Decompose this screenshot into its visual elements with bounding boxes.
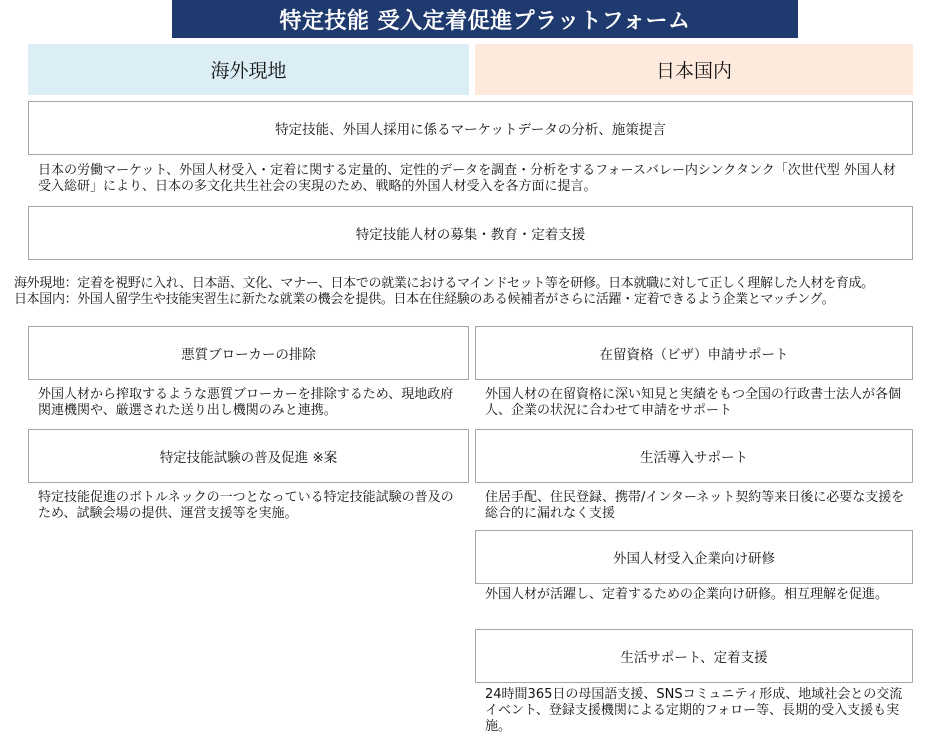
- right-item-box-life-support: 生活サポート、定着支援: [475, 629, 913, 683]
- right-item-description-life-support: 24時間365日の母国語支援、SNSコミュニティ形成、地域社会との交流イベント、登録支援機関による定期的フォロー等、長期的受入支援も実施。: [485, 687, 903, 734]
- left-item-description-broker: 外国人材から搾取するような悪質ブローカーを排除するため、現地政府関連機関や、厳選された送り出し機関のみと連携。: [38, 387, 454, 418]
- recruit-support-box: 特定技能人材の募集・教育・定着支援: [28, 206, 913, 260]
- region-header-domestic: 日本国内: [475, 44, 913, 95]
- recruit-overseas-line: 海外現地：定着を視野に入れ、日本語、文化、マナー、日本での就業におけるマインドセット等を研修。日本就職に対して正しく理解した人材を育成。: [14, 276, 874, 291]
- right-item-description-company-training: 外国人材が活躍し、定着するための企業向け研修。相互理解を促進。: [485, 587, 889, 602]
- right-item-box-life-intro: 生活導入サポート: [475, 429, 913, 483]
- left-item-description-exam: 特定技能促進のボトルネックの一つとなっている特定技能試験の普及のため、試験会場の提供、運営支援等を実施。: [38, 490, 454, 521]
- right-item-description-visa: 外国人材の在留資格に深い知見と実績をもつ全国の行政書士法人が各個人、企業の状況に合わせて申請をサポート: [485, 387, 902, 418]
- left-item-box-exam: 特定技能試験の普及促進 ※案: [28, 429, 469, 483]
- page-title: 特定技能 受入定着促進プラットフォーム: [172, 0, 798, 38]
- right-item-box-visa: 在留資格（ビザ）申請サポート: [475, 326, 913, 380]
- region-header-overseas: 海外現地: [28, 44, 469, 95]
- right-item-box-company-training: 外国人材受入企業向け研修: [475, 530, 913, 584]
- recruit-domestic-line: 日本国内：外国人留学生や技能実習生に新たな就業の機会を提供。日本在住経験のある候補者がさらに活躍・定着できるよう企業とマッチング。: [14, 292, 835, 307]
- market-analysis-description: 日本の労働マーケット、外国人材受入・定着に関する定量的、定性的データを調査・分析をするフォースバレー内シンクタンク「次世代型 外国人材受入総研」により、日本の多文化共生社会の実現のため、戦略的外国人材受入を各方面に提言。: [38, 163, 896, 194]
- left-item-box-broker: 悪質ブローカーの排除: [28, 326, 469, 380]
- right-item-description-life-intro: 住居手配、住民登録、携帯/インターネット契約等来日後に必要な支援を総合的に漏れなく支援: [485, 490, 905, 521]
- market-analysis-box: 特定技能、外国人採用に係るマーケットデータの分析、施策提言: [28, 101, 913, 155]
